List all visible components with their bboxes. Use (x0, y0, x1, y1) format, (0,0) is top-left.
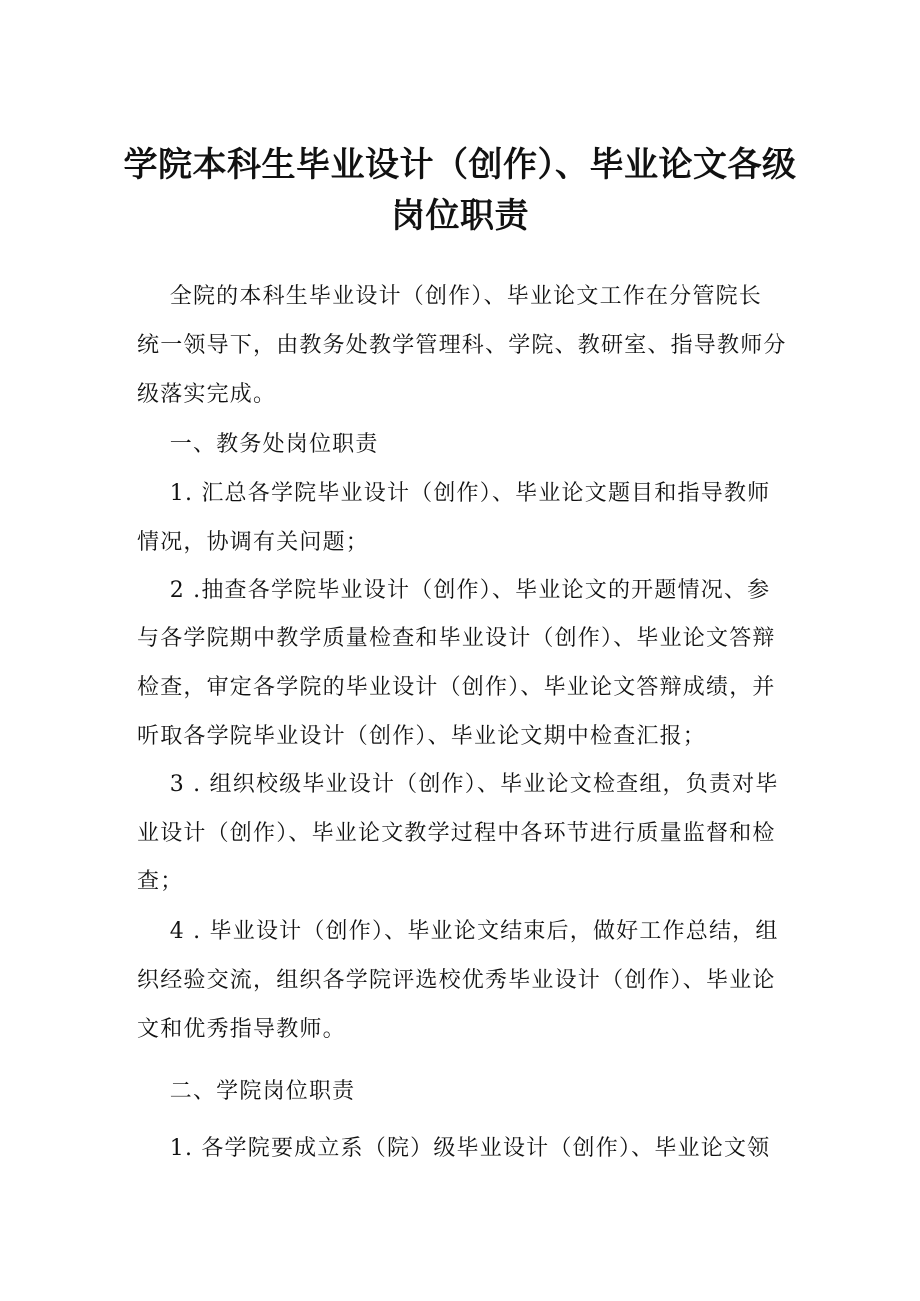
item-2-line-1: 2 .抽查各学院毕业设计（创作）、毕业论文的开题情况、参 (137, 578, 771, 603)
item-3-line-2: 业设计（创作）、毕业论文教学过程中各环节进行质量监督和检 (137, 821, 776, 846)
intro-line-2: 统一领导下，由教务处教学管理科、学院、教研室、指导教师分 (137, 333, 787, 358)
item-3-line-3: 查； (137, 869, 184, 894)
item-2-line-3: 检查，审定各学院的毕业设计（创作）、毕业论文答辩成绩，并 (137, 675, 776, 700)
item-1-line-2: 情况，协调有关问题； (137, 530, 370, 555)
section-2-item-1-line-1: 1. 各学院要成立系（院）级毕业设计（创作）、毕业论文领 (137, 1136, 771, 1161)
item-3-line-1: 3 . 组织校级毕业设计（创作）、毕业论文检查组，负责对毕 (137, 772, 779, 797)
section-heading-2: 二、学院岗位职责 (137, 1079, 356, 1104)
document-title-line-1: 学院本科生毕业设计（创作）、毕业论文各级 (123, 145, 797, 185)
item-4-line-1: 4 . 毕业设计（创作）、毕业论文结束后，做好工作总结，组 (137, 919, 779, 944)
item-1-line-1: 1. 汇总各学院毕业设计（创作）、毕业论文题目和指导教师 (137, 481, 771, 506)
item-4-line-2: 织经验交流，组织各学院评选校优秀毕业设计（创作）、毕业论 (137, 968, 776, 993)
item-4-line-3: 文和优秀指导教师。 (137, 1017, 346, 1042)
intro-line-3: 级落实完成。 (137, 382, 277, 407)
item-2-line-2: 与各学院期中教学质量检查和毕业设计（创作）、毕业论文答辩 (137, 626, 776, 651)
item-2-line-4: 听取各学院毕业设计（创作）、毕业论文期中检查汇报； (137, 724, 707, 749)
section-heading-1: 一、教务处岗位职责 (137, 432, 379, 457)
document-title-line-2: 岗位职责 (391, 196, 529, 236)
intro-line-1: 全院的本科生毕业设计（创作）、毕业论文工作在分管院长 (137, 284, 762, 309)
